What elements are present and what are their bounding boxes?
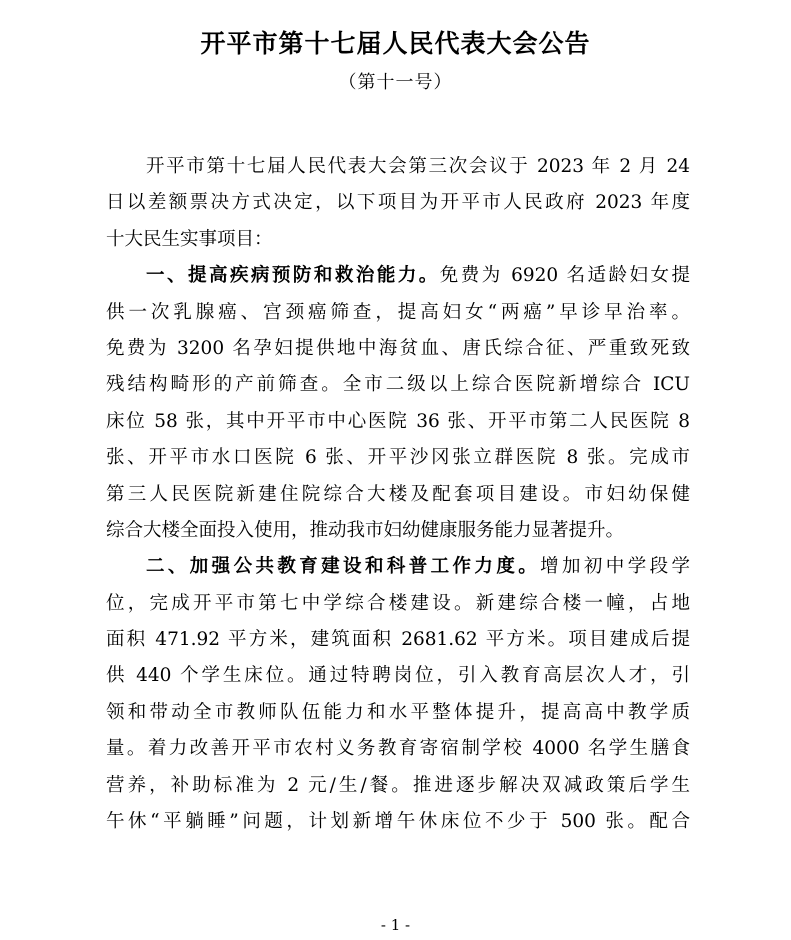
section2-first-line [106, 549, 690, 585]
section1-first-line [106, 258, 690, 294]
section1-line: 床位 58 张，其中开平市中心医院 36 张、开平市第二人民医院 8 [106, 410, 690, 432]
section1-first-line-text: 免费为 6920 名适龄妇女提 [439, 265, 690, 287]
section2-line: 领和带动全市教师队伍能力和水平整体提升，提高高中教学质 [106, 701, 690, 723]
section2-line: 位，完成开平市第七中学综合楼建设。新建综合楼一幢，占地 [106, 592, 690, 614]
section2-line: 面积 471.92 平方米，建筑面积 2681.62 平方米。项目建成后提 [106, 629, 690, 651]
section1-line: 残结构畸形的产前筛查。全市二级以上综合医院新增综合 ICU [106, 374, 690, 396]
section2-line: 午休“平躺睡”问题，计划新增午休床位不少于 500 张。配合 [106, 811, 690, 833]
section1-line: 免费为 3200 名孕妇提供地中海贫血、唐氏综合征、严重致死致 [106, 337, 690, 359]
intro-line: 开平市第十七届人民代表大会第三次会议于 2023 年 2 月 24 [146, 156, 690, 177]
announcement-body [106, 149, 690, 840]
section1-line: 综合大楼全面投入使用，推动我市妇幼健康服务能力显著提升。 [106, 519, 625, 541]
section2-heading: 二、加强公共教育建设和科普工作力度。 [146, 556, 541, 578]
section2-line: 供 440 个学生床位。通过特聘岗位，引入教育高层次人才，引 [106, 665, 690, 687]
document-title: 开平市第十七届人民代表大会公告 [200, 29, 591, 58]
document-subtitle: （第十一号） [338, 72, 453, 93]
section1-line: 张、开平市水口医院 6 张、开平沙冈张立群医院 8 张。完成市 [106, 447, 690, 469]
page-number: - 1 - [380, 916, 411, 934]
section1-line: 供一次乳腺癌、宫颈癌筛查，提高妇女“两癌”早诊早治率。 [106, 301, 690, 323]
section2-line: 营养，补助标准为 2 元/生/餐。推进逐步解决双减政策后学生 [106, 774, 690, 796]
section1-line: 第三人民医院新建住院综合大楼及配套项目建设。市妇幼保健 [106, 483, 690, 505]
intro-line: 十大民生实事项目： [106, 228, 273, 250]
section1-heading: 一、提高疾病预防和救治能力。 [146, 265, 440, 287]
intro-line: 日以差额票决方式决定，以下项目为开平市人民政府 2023 年度 [106, 192, 690, 214]
section2-first-line-text: 增加初中学段学 [540, 556, 690, 578]
section2-line: 量。着力改善开平市农村义务教育寄宿制学校 4000 名学生膳食 [106, 738, 690, 760]
